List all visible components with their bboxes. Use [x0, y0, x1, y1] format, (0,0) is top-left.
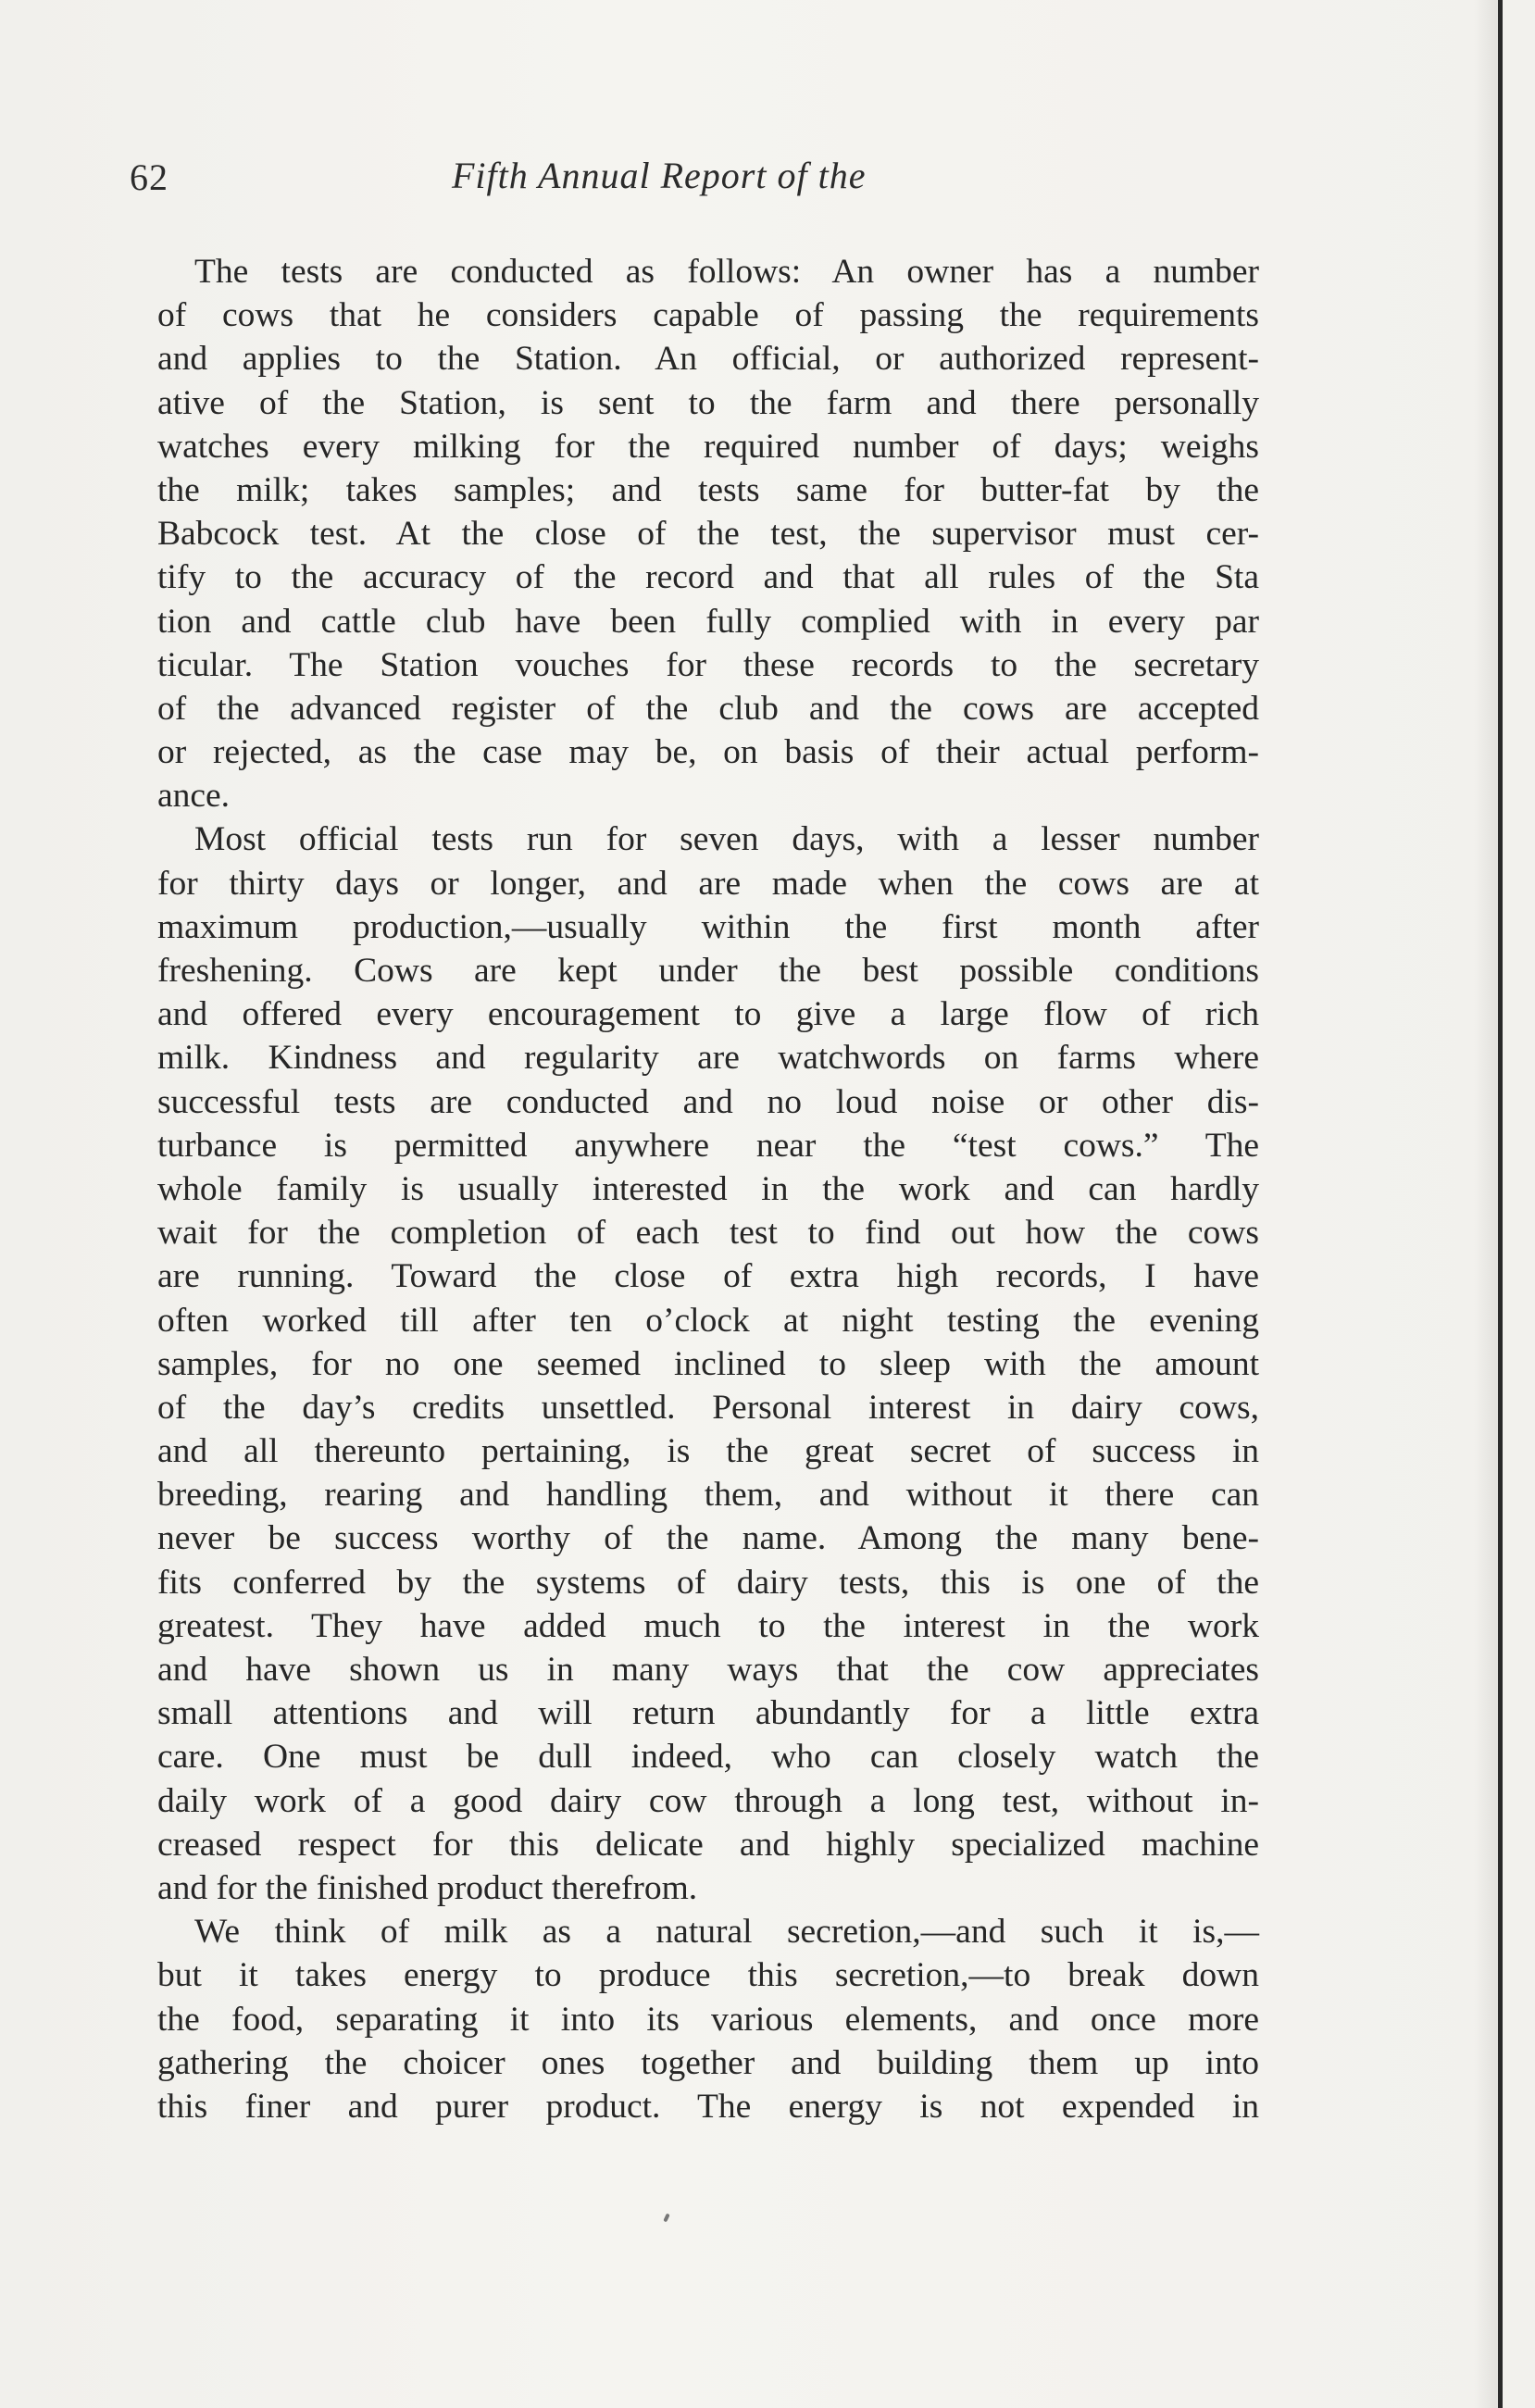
text-line: care. One must be dull indeed, who can closely watch the — [157, 1738, 1259, 1777]
text-line: The tests are conducted as follows: An owner has a number — [194, 253, 1259, 291]
text-line: and have shown us in many ways that the cow appreciates — [157, 1651, 1259, 1689]
text-line: of cows that he considers capable of passing the requirements — [157, 296, 1259, 335]
paper-speck — [663, 2214, 669, 2223]
text-line: breeding, rearing and handling them, and without it there can — [157, 1476, 1259, 1515]
text-line: the food, separating it into its various elements, and once more — [157, 2000, 1259, 2039]
page-edge-line — [1498, 0, 1503, 2408]
text-line: of the day’s credits unsettled. Personal interest in dairy cows, — [157, 1388, 1259, 1427]
text-line: whole family is usually interested in the work and can hardly — [157, 1169, 1259, 1208]
text-line: creased respect for this delicate and highly specialized machine — [157, 1825, 1259, 1864]
body-text — [157, 250, 1259, 2128]
text-line: maximum production,—usually within the first month after — [157, 907, 1259, 946]
text-line: freshening. Cows are kept under the best possible conditions — [157, 952, 1259, 990]
text-line: We think of milk as a natural secretion,—and such it is,— — [194, 1913, 1259, 1952]
text-line: for thirty days or longer, and are made when the cows are at — [157, 864, 1259, 903]
text-line: fits conferred by the systems of dairy tests, this is one of the — [157, 1563, 1259, 1602]
text-line: small attentions and will return abundantly for a little extra — [157, 1694, 1259, 1733]
text-line: gathering the choicer ones together and building them up into — [157, 2043, 1259, 2082]
text-line: Babcock test. At the close of the test, the supervisor must cer- — [157, 515, 1259, 554]
text-line: tion and cattle club have been fully complied with in every par — [157, 602, 1259, 641]
text-line: but it takes energy to produce this secretion,—to break down — [157, 1956, 1259, 1995]
text-line: are running. Toward the close of extra high records, I have — [157, 1257, 1259, 1296]
text-line: daily work of a good dairy cow through a long test, without in- — [157, 1781, 1259, 1820]
text-line: of the advanced register of the club and the cows are accepted — [157, 689, 1259, 728]
text-line: samples, for no one seemed inclined to sleep with the amount — [157, 1344, 1259, 1383]
text-line: turbance is permitted anywhere near the “test cows.” The — [157, 1126, 1259, 1165]
page-number: 62 — [130, 156, 168, 198]
text-line: ance. — [157, 777, 231, 816]
text-line: Most official tests run for seven days, with a lesser number — [194, 820, 1259, 859]
text-line: and applies to the Station. An official, or authorized represent- — [157, 340, 1259, 379]
text-line: the milk; takes samples; and tests same for butter-fat by the — [157, 470, 1259, 509]
text-line: often worked till after ten o’clock at night testing the evening — [157, 1301, 1259, 1340]
text-line: never be success worthy of the name. Among the many bene- — [157, 1519, 1259, 1558]
text-line: successful tests are conducted and no loud noise or other dis- — [157, 1082, 1259, 1121]
text-line: ticular. The Station vouches for these records to the secretary — [157, 645, 1259, 684]
text-line: and offered every encouragement to give a large flow of rich — [157, 995, 1259, 1034]
page-gutter-shadow — [1474, 0, 1498, 2408]
text-line: and for the finished product therefrom. — [157, 1868, 698, 1907]
text-line: milk. Kindness and regularity are watchwords on farms where — [157, 1039, 1259, 1078]
text-line: tify to the accuracy of the record and that all rules of the Sta — [157, 558, 1259, 597]
running-head: Fifth Annual Report of the — [452, 155, 867, 196]
text-line: wait for the completion of each test to find out how the cows — [157, 1214, 1259, 1253]
text-line: this finer and purer product. The energy is not expended in — [157, 2087, 1259, 2126]
text-line: or rejected, as the case may be, on basis of their actual perform- — [157, 733, 1259, 772]
text-line: greatest. They have added much to the interest in the work — [157, 1606, 1259, 1645]
text-line: ative of the Station, is sent to the farm and there personally — [157, 383, 1259, 422]
text-line: watches every milking for the required number of days; weighs — [157, 427, 1259, 466]
text-line: and all thereunto pertaining, is the great secret of success in — [157, 1432, 1259, 1471]
